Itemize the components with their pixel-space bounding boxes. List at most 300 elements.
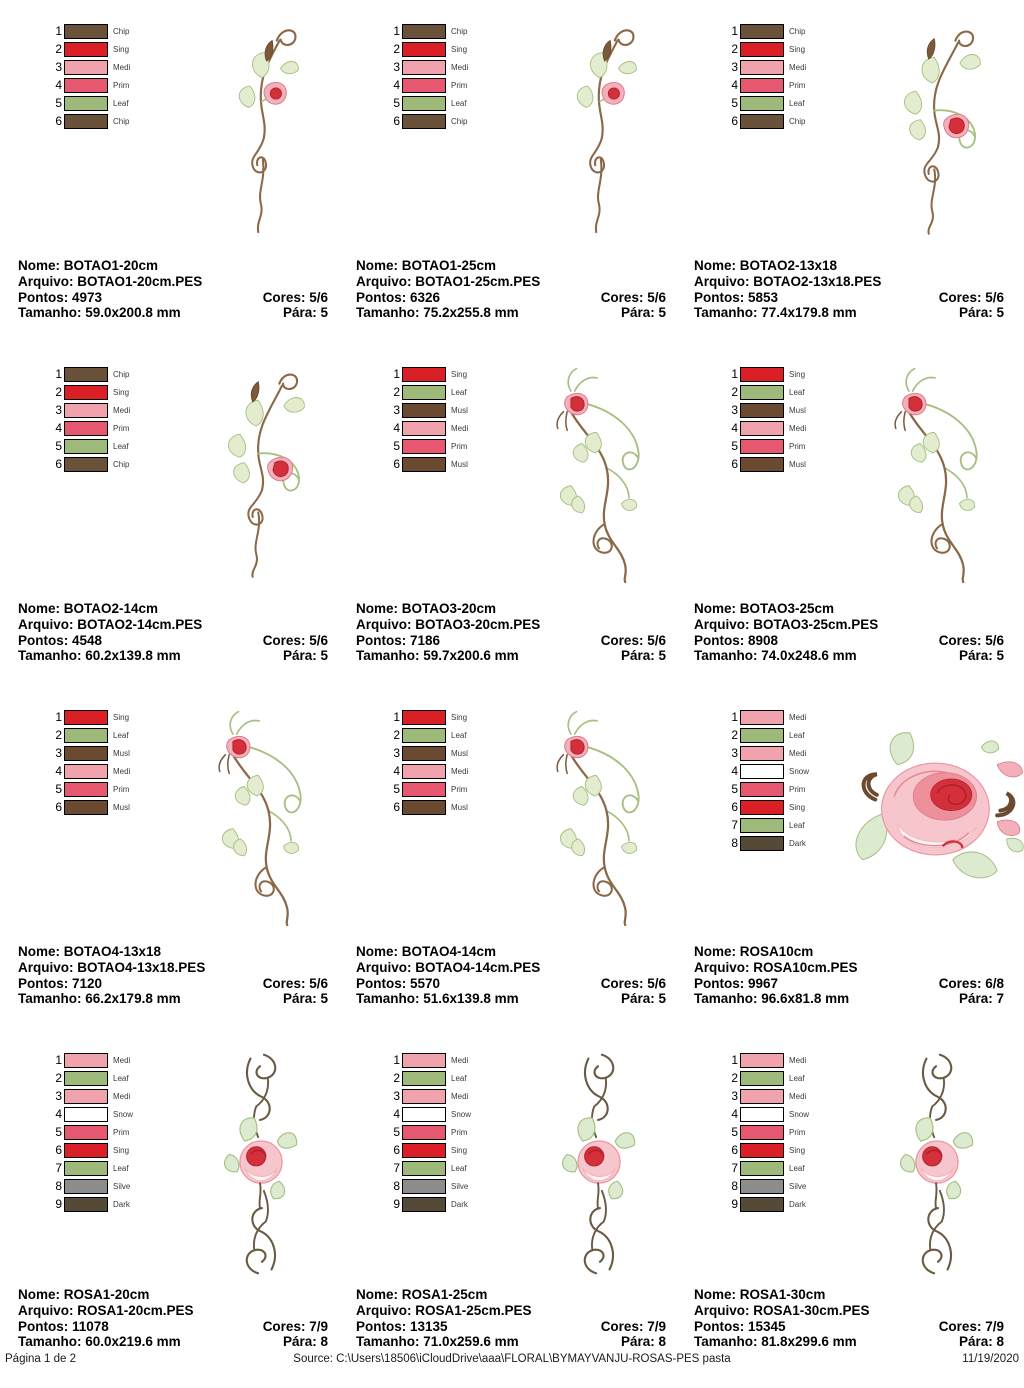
thread-color-label: Prim bbox=[789, 784, 806, 794]
pontos-value: 9967 bbox=[748, 975, 779, 991]
thread-color-label: Dark bbox=[451, 1199, 468, 1209]
cores-pair bbox=[263, 290, 328, 306]
thread-row bbox=[48, 383, 166, 401]
thread-row bbox=[386, 365, 504, 383]
para-pair bbox=[959, 305, 1004, 321]
thread-color-label: Silve bbox=[113, 1181, 131, 1191]
thread-number: 2 bbox=[731, 728, 738, 742]
nome-label: Nome: bbox=[18, 1287, 61, 1302]
thread-row bbox=[724, 1195, 842, 1213]
thread-color-swatch bbox=[740, 836, 784, 851]
thread-color-swatch bbox=[740, 1089, 784, 1104]
thread-number: 9 bbox=[55, 1197, 62, 1211]
thread-row bbox=[724, 708, 842, 726]
thread-color-label: Prim bbox=[113, 784, 130, 794]
thread-color-label: Chip bbox=[789, 26, 806, 36]
thread-color-label: Sing bbox=[113, 44, 130, 54]
pontos-cores-line bbox=[356, 976, 666, 992]
thread-color-label: Leaf bbox=[113, 98, 129, 108]
pontos-value: 5570 bbox=[410, 975, 441, 991]
design-card-top bbox=[18, 359, 356, 599]
pontos-value: 13135 bbox=[410, 1318, 448, 1334]
thread-color-label: Chip bbox=[113, 116, 130, 126]
arquivo-label: Arquivo: bbox=[356, 273, 412, 289]
thread-color-swatch bbox=[740, 1071, 784, 1086]
para-label: Pára: bbox=[958, 991, 993, 1007]
thread-color-swatch bbox=[740, 1125, 784, 1140]
thread-color-label: Snow bbox=[451, 1109, 472, 1119]
design-preview bbox=[504, 702, 694, 926]
thread-color-swatch bbox=[64, 439, 108, 454]
design-card bbox=[18, 1045, 356, 1388]
embroidery-design-image bbox=[542, 706, 656, 926]
design-card-top bbox=[18, 702, 356, 942]
thread-number: 6 bbox=[393, 800, 400, 814]
thread-color-swatch bbox=[740, 78, 784, 93]
thread-color-chart bbox=[724, 22, 842, 130]
cores-value: 5/6 bbox=[647, 289, 666, 305]
thread-color-swatch bbox=[402, 457, 446, 472]
thread-color-label: Sing bbox=[789, 44, 806, 54]
tamanho-para-line bbox=[18, 991, 328, 1007]
thread-color-label: Prim bbox=[451, 784, 468, 794]
thread-color-chart bbox=[48, 1051, 166, 1213]
thread-row bbox=[48, 780, 166, 798]
pontos-label: Pontos: bbox=[356, 289, 407, 305]
thread-color-swatch bbox=[64, 1089, 108, 1104]
thread-color-swatch bbox=[402, 1143, 446, 1158]
arquivo-line bbox=[694, 960, 1004, 976]
tamanho-para-line bbox=[18, 305, 328, 321]
thread-color-label: Leaf bbox=[789, 1163, 805, 1173]
thread-color-label: Sing bbox=[113, 712, 130, 722]
page-footer bbox=[5, 1352, 1019, 1366]
thread-color-swatch bbox=[64, 746, 108, 761]
thread-row bbox=[724, 762, 842, 780]
thread-color-label: Dark bbox=[113, 1199, 130, 1209]
thread-row bbox=[48, 419, 166, 437]
thread-row bbox=[386, 1087, 504, 1105]
pontos-pair bbox=[18, 633, 102, 649]
thread-row bbox=[724, 419, 842, 437]
thread-color-swatch bbox=[64, 1161, 108, 1176]
tamanho-value: 59.7x200.6 mm bbox=[423, 648, 519, 664]
thread-number: 1 bbox=[55, 1053, 62, 1067]
thread-number: 1 bbox=[55, 24, 62, 38]
thread-color-swatch bbox=[64, 96, 108, 111]
thread-number: 6 bbox=[731, 800, 738, 814]
cores-label: Cores: bbox=[938, 1318, 982, 1334]
thread-number: 1 bbox=[731, 24, 738, 38]
thread-number: 2 bbox=[731, 42, 738, 56]
thread-number: 3 bbox=[55, 60, 62, 74]
thread-row bbox=[48, 401, 166, 419]
thread-number: 1 bbox=[393, 1053, 400, 1067]
thread-color-label: Medi bbox=[113, 1055, 131, 1065]
tamanho-value: 81.8x299.6 mm bbox=[761, 1334, 857, 1350]
thread-row bbox=[724, 834, 842, 852]
thread-color-label: Sing bbox=[789, 802, 806, 812]
arquivo-label: Arquivo: bbox=[694, 1302, 750, 1318]
para-value: 8 bbox=[996, 1334, 1004, 1350]
thread-number: 2 bbox=[393, 42, 400, 56]
cores-pair bbox=[263, 633, 328, 649]
thread-row bbox=[386, 1051, 504, 1069]
para-label: Pára: bbox=[958, 305, 993, 321]
thread-row bbox=[724, 798, 842, 816]
arquivo-label: Arquivo: bbox=[356, 959, 412, 975]
pontos-cores-line bbox=[694, 976, 1004, 992]
thread-row bbox=[48, 1159, 166, 1177]
thread-color-swatch bbox=[64, 764, 108, 779]
arquivo-value: BOTAO3-20cm.PES bbox=[415, 616, 541, 632]
thread-color-label: Medi bbox=[113, 62, 131, 72]
thread-color-label: Sing bbox=[789, 369, 806, 379]
design-preview bbox=[166, 1045, 356, 1279]
para-value: 5 bbox=[320, 305, 328, 321]
thread-color-swatch bbox=[740, 439, 784, 454]
pontos-value: 5853 bbox=[748, 289, 779, 305]
pontos-pair bbox=[356, 1319, 448, 1335]
thread-color-label: Leaf bbox=[451, 730, 467, 740]
thread-number: 2 bbox=[393, 1071, 400, 1085]
tamanho-pair bbox=[356, 648, 519, 664]
thread-row bbox=[48, 1051, 166, 1069]
thread-color-swatch bbox=[64, 42, 108, 57]
para-value: 5 bbox=[320, 648, 328, 664]
pontos-label: Pontos: bbox=[694, 975, 745, 991]
thread-color-swatch bbox=[64, 710, 108, 725]
tamanho-pair bbox=[356, 305, 519, 321]
thread-row bbox=[724, 1177, 842, 1195]
nome-label: Nome: bbox=[356, 601, 399, 616]
pontos-label: Pontos: bbox=[356, 632, 407, 648]
pontos-value: 11078 bbox=[72, 1318, 109, 1334]
embroidery-design-image bbox=[880, 363, 994, 583]
arquivo-label: Arquivo: bbox=[694, 616, 750, 632]
thread-color-label: Leaf bbox=[789, 387, 805, 397]
thread-number: 4 bbox=[731, 78, 738, 92]
pontos-label: Pontos: bbox=[356, 1318, 407, 1334]
thread-color-chart bbox=[48, 708, 166, 816]
para-pair bbox=[283, 991, 328, 1007]
thread-color-swatch bbox=[740, 1107, 784, 1122]
pontos-cores-line bbox=[18, 290, 328, 306]
thread-number: 6 bbox=[393, 457, 400, 471]
para-label: Pára: bbox=[958, 1334, 993, 1350]
design-info bbox=[356, 258, 694, 321]
cores-label: Cores: bbox=[600, 975, 644, 991]
para-label: Pára: bbox=[282, 648, 317, 664]
tamanho-label: Tamanho: bbox=[18, 305, 82, 321]
thread-row bbox=[386, 76, 504, 94]
cores-pair bbox=[601, 633, 666, 649]
thread-row bbox=[48, 455, 166, 473]
thread-color-chart bbox=[386, 708, 504, 816]
thread-color-label: Leaf bbox=[789, 730, 805, 740]
thread-number: 9 bbox=[731, 1197, 738, 1211]
pontos-label: Pontos: bbox=[356, 975, 407, 991]
tamanho-label: Tamanho: bbox=[694, 991, 758, 1007]
pontos-value: 8908 bbox=[748, 632, 779, 648]
thread-color-swatch bbox=[64, 1143, 108, 1158]
para-label: Pára: bbox=[282, 1334, 317, 1350]
thread-number: 3 bbox=[393, 60, 400, 74]
para-label: Pára: bbox=[282, 991, 317, 1007]
thread-color-chart bbox=[386, 22, 504, 130]
thread-color-label: Musl bbox=[789, 459, 806, 469]
thread-color-label: Leaf bbox=[113, 1163, 129, 1173]
thread-row bbox=[48, 437, 166, 455]
embroidery-design-image bbox=[868, 20, 1006, 236]
thread-color-label: Snow bbox=[113, 1109, 134, 1119]
thread-color-swatch bbox=[402, 746, 446, 761]
thread-color-swatch bbox=[64, 367, 108, 382]
design-info bbox=[694, 258, 1024, 321]
cores-pair bbox=[939, 290, 1004, 306]
nome-value: BOTAO1-25cm bbox=[401, 258, 497, 273]
thread-color-swatch bbox=[740, 24, 784, 39]
thread-number: 8 bbox=[393, 1179, 400, 1193]
thread-number: 2 bbox=[55, 42, 62, 56]
thread-number: 5 bbox=[731, 439, 738, 453]
thread-number: 4 bbox=[731, 1107, 738, 1121]
thread-color-swatch bbox=[740, 1053, 784, 1068]
thread-color-swatch bbox=[740, 367, 784, 382]
cores-value: 5/6 bbox=[985, 289, 1004, 305]
print-date: 11/19/2020 bbox=[962, 1353, 1019, 1365]
design-info bbox=[356, 1287, 694, 1350]
thread-color-swatch bbox=[402, 1107, 446, 1122]
thread-number: 5 bbox=[731, 782, 738, 796]
thread-row bbox=[48, 1087, 166, 1105]
thread-row bbox=[724, 383, 842, 401]
thread-color-swatch bbox=[402, 710, 446, 725]
thread-color-label: Sing bbox=[113, 1145, 130, 1155]
tamanho-label: Tamanho: bbox=[356, 305, 420, 321]
arquivo-value: ROSA10cm.PES bbox=[753, 959, 858, 975]
arquivo-value: BOTAO1-25cm.PES bbox=[415, 273, 541, 289]
thread-row bbox=[724, 744, 842, 762]
cores-label: Cores: bbox=[262, 632, 306, 648]
design-preview bbox=[504, 16, 694, 234]
arquivo-line bbox=[18, 274, 328, 290]
tamanho-pair bbox=[356, 1334, 519, 1350]
tamanho-para-line bbox=[694, 648, 1004, 664]
para-pair bbox=[959, 991, 1004, 1007]
thread-color-label: Medi bbox=[113, 1091, 131, 1101]
thread-number: 3 bbox=[731, 60, 738, 74]
design-preview bbox=[842, 16, 1024, 236]
arquivo-line bbox=[356, 617, 666, 633]
thread-color-label: Prim bbox=[789, 80, 806, 90]
thread-color-label: Musl bbox=[113, 748, 130, 758]
thread-color-swatch bbox=[740, 1143, 784, 1158]
design-card-top bbox=[356, 702, 694, 942]
thread-row bbox=[386, 780, 504, 798]
arquivo-line bbox=[694, 274, 1004, 290]
tamanho-para-line bbox=[356, 991, 666, 1007]
nome-value: BOTAO4-14cm bbox=[401, 944, 497, 959]
thread-number: 5 bbox=[55, 439, 62, 453]
thread-row bbox=[48, 112, 166, 130]
thread-color-label: Chip bbox=[113, 459, 130, 469]
design-info bbox=[18, 601, 356, 664]
pontos-label: Pontos: bbox=[694, 289, 745, 305]
design-preview bbox=[842, 359, 1024, 583]
design-card-top bbox=[356, 359, 694, 599]
embroidery-design-image bbox=[884, 1049, 990, 1279]
design-grid bbox=[18, 16, 1024, 1388]
tamanho-value: 74.0x248.6 mm bbox=[761, 648, 857, 664]
cores-label: Cores: bbox=[600, 632, 644, 648]
arquivo-line bbox=[694, 1303, 1004, 1319]
thread-row bbox=[48, 708, 166, 726]
thread-color-label: Medi bbox=[451, 62, 469, 72]
design-info bbox=[18, 944, 356, 1007]
para-pair bbox=[621, 305, 666, 321]
thread-color-label: Sing bbox=[789, 1145, 806, 1155]
tamanho-value: 66.2x179.8 mm bbox=[85, 991, 181, 1007]
design-card bbox=[18, 16, 356, 359]
thread-color-label: Medi bbox=[789, 748, 807, 758]
cores-label: Cores: bbox=[262, 975, 306, 991]
thread-number: 8 bbox=[731, 836, 738, 850]
design-preview bbox=[166, 359, 356, 579]
pontos-label: Pontos: bbox=[18, 975, 69, 991]
thread-color-swatch bbox=[64, 728, 108, 743]
thread-number: 2 bbox=[731, 385, 738, 399]
thread-color-label: Musl bbox=[113, 802, 130, 812]
thread-color-swatch bbox=[402, 1179, 446, 1194]
source-path: Source: C:\Users\18506\iCloudDrive\aaa\FLORAL\BYMAYVANJU-ROSAS-PES pasta bbox=[293, 1353, 731, 1365]
design-card-top bbox=[356, 1045, 694, 1285]
para-value: 5 bbox=[996, 305, 1004, 321]
thread-color-swatch bbox=[740, 746, 784, 761]
nome-line bbox=[18, 601, 328, 617]
cores-pair bbox=[601, 290, 666, 306]
arquivo-line bbox=[18, 960, 328, 976]
embroidery-design-image bbox=[550, 20, 648, 234]
thread-number: 5 bbox=[731, 96, 738, 110]
nome-value: BOTAO1-20cm bbox=[63, 258, 159, 273]
design-preview bbox=[504, 359, 694, 583]
arquivo-value: BOTAO4-13x18.PES bbox=[77, 959, 206, 975]
para-value: 5 bbox=[658, 991, 666, 1007]
design-preview bbox=[504, 1045, 694, 1279]
thread-row bbox=[724, 1159, 842, 1177]
thread-number: 3 bbox=[55, 403, 62, 417]
tamanho-label: Tamanho: bbox=[356, 648, 420, 664]
thread-row bbox=[48, 1105, 166, 1123]
tamanho-label: Tamanho: bbox=[356, 1334, 420, 1350]
tamanho-pair bbox=[694, 991, 849, 1007]
nome-value: BOTAO3-25cm bbox=[739, 601, 835, 616]
thread-row bbox=[724, 816, 842, 834]
thread-color-label: Medi bbox=[789, 712, 807, 722]
tamanho-para-line bbox=[694, 991, 1004, 1007]
tamanho-para-line bbox=[356, 1334, 666, 1350]
tamanho-pair bbox=[694, 305, 857, 321]
para-value: 5 bbox=[996, 648, 1004, 664]
design-preview bbox=[842, 1045, 1024, 1279]
thread-number: 4 bbox=[393, 764, 400, 778]
tamanho-label: Tamanho: bbox=[694, 305, 758, 321]
thread-number: 8 bbox=[55, 1179, 62, 1193]
design-preview bbox=[166, 702, 356, 926]
pontos-label: Pontos: bbox=[18, 632, 69, 648]
thread-row bbox=[386, 1195, 504, 1213]
thread-color-label: Silve bbox=[451, 1181, 469, 1191]
thread-row bbox=[386, 726, 504, 744]
thread-color-swatch bbox=[740, 728, 784, 743]
design-card bbox=[694, 359, 1024, 702]
nome-label: Nome: bbox=[18, 944, 61, 959]
thread-row bbox=[724, 401, 842, 419]
pontos-cores-line bbox=[694, 1319, 1004, 1335]
thread-number: 2 bbox=[731, 1071, 738, 1085]
tamanho-pair bbox=[356, 991, 519, 1007]
nome-line bbox=[694, 944, 1004, 960]
para-pair bbox=[621, 648, 666, 664]
thread-color-swatch bbox=[64, 385, 108, 400]
thread-row bbox=[724, 94, 842, 112]
thread-color-swatch bbox=[402, 42, 446, 57]
thread-number: 3 bbox=[393, 403, 400, 417]
arquivo-value: BOTAO2-14cm.PES bbox=[77, 616, 203, 632]
thread-number: 3 bbox=[393, 746, 400, 760]
design-card-top bbox=[694, 16, 1024, 256]
thread-color-swatch bbox=[402, 60, 446, 75]
arquivo-line bbox=[18, 617, 328, 633]
thread-row bbox=[386, 437, 504, 455]
thread-number: 1 bbox=[55, 367, 62, 381]
pontos-value: 4973 bbox=[72, 289, 103, 305]
design-info bbox=[18, 1287, 356, 1350]
tamanho-para-line bbox=[356, 648, 666, 664]
thread-color-label: Dark bbox=[789, 1199, 806, 1209]
thread-number: 3 bbox=[731, 403, 738, 417]
thread-number: 1 bbox=[731, 710, 738, 724]
thread-number: 1 bbox=[731, 1053, 738, 1067]
embroidery-design-image bbox=[192, 363, 330, 579]
thread-row bbox=[724, 1069, 842, 1087]
design-card bbox=[356, 702, 694, 1045]
pontos-pair bbox=[694, 633, 778, 649]
thread-color-swatch bbox=[64, 1197, 108, 1212]
thread-color-label: Sing bbox=[451, 369, 468, 379]
thread-number: 4 bbox=[731, 764, 738, 778]
pontos-label: Pontos: bbox=[18, 289, 69, 305]
thread-row bbox=[724, 76, 842, 94]
cores-value: 7/9 bbox=[647, 1318, 666, 1334]
nome-line bbox=[356, 1287, 666, 1303]
thread-color-label: Medi bbox=[789, 1055, 807, 1065]
thread-number: 6 bbox=[55, 1143, 62, 1157]
thread-color-swatch bbox=[64, 800, 108, 815]
cores-label: Cores: bbox=[938, 632, 982, 648]
design-preview bbox=[166, 16, 356, 234]
thread-number: 3 bbox=[393, 1089, 400, 1103]
para-pair bbox=[283, 1334, 328, 1350]
thread-color-swatch bbox=[402, 1197, 446, 1212]
nome-line bbox=[694, 1287, 1004, 1303]
tamanho-para-line bbox=[356, 305, 666, 321]
thread-color-swatch bbox=[64, 114, 108, 129]
pontos-label: Pontos: bbox=[694, 632, 745, 648]
thread-row bbox=[48, 1069, 166, 1087]
nome-label: Nome: bbox=[18, 601, 61, 616]
